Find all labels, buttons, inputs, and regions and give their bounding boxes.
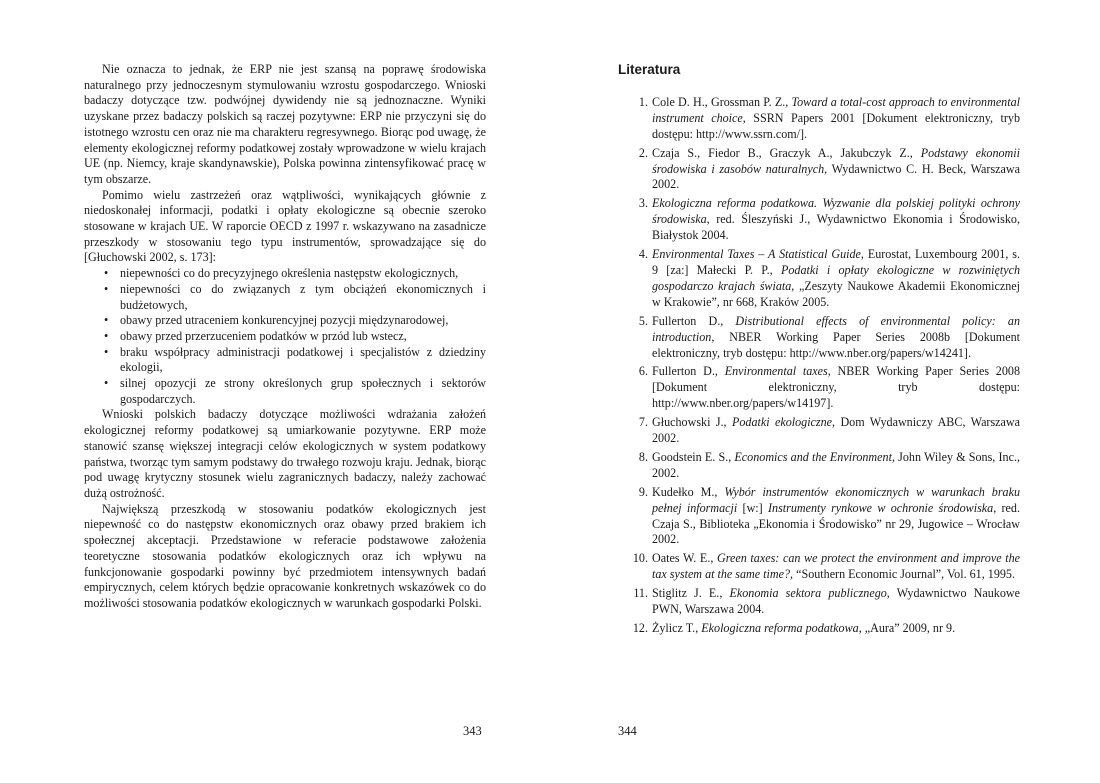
references-column	[618, 62, 1020, 640]
reference-title: Podatki ekologiczne	[731, 415, 833, 430]
reference-subtitle: Instrumenty rynkowe w ochronie środowiska	[768, 500, 994, 515]
bullet-item: • braku współpracy administracji podatkowej i specjalistów z dziedziny ekologii,	[84, 345, 486, 376]
reference-details: , Wydawnictwo C. H. Beck, Warszawa 2002.	[652, 161, 1020, 192]
page-number: 343	[463, 724, 482, 738]
reference-details: , John Wiley & Sons, Inc., 2002.	[652, 449, 1020, 480]
reference-item	[618, 551, 1020, 583]
reference-text	[652, 247, 1020, 311]
reference-title: Ekologiczna reforma podatkowa. Wyzwanie dla polskiej polityki ochrony środowiska	[652, 196, 1020, 227]
bullet-list	[84, 266, 486, 407]
reference-details-extra: , red. Czaja S., Biblioteka „Ekonomia i Środowisko” nr 29, Jugowice – Wrocław 2002.	[652, 500, 1020, 547]
reference-item	[618, 450, 1020, 482]
reference-details: , Dom Wydawniczy ABC, Warszawa 2002.	[652, 415, 1021, 446]
reference-title: Green taxes: can we protect the environment and improve the tax system at the same time?	[652, 551, 1021, 582]
reference-details: , red. Śleszyński J., Wydawnictwo Ekonomia i Środowisko, Białystok 2004.	[652, 212, 1020, 243]
reference-details: , Wydawnictwo Naukowe PWN, Warszawa 2004.	[652, 586, 1020, 617]
reference-text	[652, 95, 1020, 143]
reference-number: 9.	[638, 484, 648, 499]
reference-number: 11.	[633, 586, 648, 601]
reference-title: Environmental Taxes – A Statistical Guide	[652, 247, 861, 262]
reference-details: , “Southern Economic Journal”, Vol. 61, 1995.	[790, 567, 1015, 582]
reference-title: Toward a total-cost approach to environmental instrument choice	[652, 94, 1020, 125]
reference-list	[618, 95, 1020, 637]
reference-text	[652, 146, 1020, 194]
reference-item	[618, 247, 1020, 311]
reference-number: 1.	[638, 94, 648, 109]
reference-item	[618, 364, 1020, 412]
reference-details: , „Aura” 2009, nr 9.	[858, 621, 956, 635]
reference-item	[618, 415, 1020, 447]
reference-title: Economics and the Environment	[734, 449, 892, 464]
reference-title: Ekonomia sektora publicznego	[729, 586, 887, 601]
reference-number: 4.	[638, 247, 648, 262]
reference-title: Distributional effects of environmental policy: an introduction	[652, 313, 1020, 344]
reference-number: 2.	[638, 145, 648, 160]
reference-subtitle: Podatki i opłaty ekologiczne w rozwiniętych gospodarczo krajach świata	[652, 262, 1021, 293]
reference-details: , NBER Working Paper Series 2008 [Dokument elektroniczny, tryb dostępu: http://www.nber.org/papers/w14197].	[652, 364, 1020, 411]
paragraph: Pomimo wielu zastrzeżeń oraz wątpliwości, wynikających głównie z niedoskonałej informacji, podatki i opłaty ekologiczne są obecnie szeroko stosowane w krajach UE. W raporcie OECD z 1997 r. wskazywano na zasadnicze przeszkody w stosowaniu tego typu instrumentów, sprowadzające się do [Głuchowski 2002, s. 173]:	[84, 187, 486, 265]
reference-authors: Oates W. E.,	[652, 551, 718, 566]
bullet-item: • obawy przed utraceniem konkurencyjnej pozycji międzynarodowej,	[84, 313, 486, 329]
reference-title: Ekologiczna reforma podatkowa	[701, 621, 859, 635]
paragraph: Wnioski polskich badaczy dotyczące możliwości wdrażania założeń ekologicznej reformy podatkowej są umiarkowanie pozytywne. ERP może stanowić szansę większej integracji celów ekologicznych w system podatkowy państwa, tworząc tym samym podstawy do trwałego rozwoju kraju. Jednak, biorąc pod uwagę krytyczny stosunek wielu zagranicznych badaczy, należy zachować dużą ostrożność.	[84, 407, 486, 500]
page-number: 344	[618, 724, 637, 738]
reference-title: Environmental taxes	[724, 364, 828, 379]
reference-text	[652, 450, 1020, 482]
reference-title: Podstawy ekonomii środowiska i zasobów naturalnych	[652, 145, 1020, 176]
bullet-item: • obawy przed przerzuceniem podatków w przód lub wstecz,	[84, 329, 486, 345]
bullet-item: • silnej opozycji ze strony określonych grup społecznych i sektorów gospodarczych.	[84, 376, 486, 407]
reference-authors: Żylicz T.,	[652, 621, 702, 635]
reference-item	[618, 621, 1020, 637]
reference-details: , NBER Working Paper Series 2008b [Dokument elektroniczny, tryb dostępu: http://www.nber.org/papers/w14241].	[652, 329, 1020, 360]
bullet-item: • niepewności co do związanych z tym obciążeń ekonomicznych i budżetowych,	[84, 282, 486, 313]
reference-details-extra: , „Zeszyty Naukowe Akademii Ekonomicznej w Krakowie”, nr 668, Kraków 2005.	[652, 278, 1020, 309]
reference-title: Wybór instrumentów ekonomicznych w warunkach braku pełnej informacji	[652, 484, 1020, 515]
reference-item	[618, 95, 1020, 143]
reference-details: [w:]	[737, 500, 768, 515]
reference-text	[652, 415, 1020, 447]
left-text-column	[84, 62, 486, 612]
reference-details: , SSRN Papers 2001 [Dokument elektroniczny, tryb dostępu: http://www.ssrn.com/].	[652, 110, 1020, 141]
reference-number: 10.	[632, 551, 648, 566]
reference-text	[652, 196, 1020, 244]
reference-authors: Goodstein E. S.,	[652, 449, 735, 464]
reference-number: 3.	[638, 196, 648, 211]
reference-number: 8.	[638, 449, 648, 464]
reference-text	[652, 621, 1020, 637]
reference-authors: Cole D. H., Grossman P. Z.,	[652, 94, 792, 109]
reference-item	[618, 586, 1020, 618]
reference-authors: Głuchowski J.,	[652, 415, 732, 430]
reference-text	[652, 485, 1020, 549]
reference-text	[652, 586, 1020, 618]
reference-number: 5.	[638, 313, 648, 328]
reference-item	[618, 146, 1020, 194]
right-page	[550, 0, 1100, 783]
reference-text	[652, 364, 1020, 412]
references-heading: Literatura	[618, 62, 681, 77]
reference-authors: Fullerton D.,	[652, 364, 725, 379]
reference-number: 7.	[638, 415, 648, 430]
reference-number: 12.	[632, 621, 648, 635]
reference-text	[652, 314, 1020, 362]
paragraph: Nie oznacza to jednak, że ERP nie jest szansą na poprawę środowiska naturalnego przy jednoczesnym stymulowaniu wzrostu gospodarczego. Wnioski badaczy dotyczące tzw. podwójnej dywidendy nie są jednoznaczne. Wyniki uzyskane przez badaczy polskich są raczej pozytywne: ERP nie przyczyni się do istotnego wzrostu cen oraz nie ma charakteru regresywnego. Biorąc pod uwagę, że elementy ekologicznej reformy podatkowej zostały wprowadzone w wielu krajach UE (np. Niemcy, kraje skandynawskie), Polska powinna zintensyfikować pracę w tym obszarze.	[84, 62, 486, 186]
reference-item	[618, 196, 1020, 244]
reference-authors: Czaja S., Fiedor B., Graczyk A., Jakubczyk Z.,	[652, 145, 921, 160]
reference-text	[652, 551, 1020, 583]
reference-item	[618, 314, 1020, 362]
reference-authors: Stiglitz J. E.,	[652, 586, 730, 601]
reference-item	[618, 485, 1020, 549]
reference-number: 6.	[638, 364, 648, 379]
paragraph: Największą przeszkodą w stosowaniu podatków ekologicznych jest niepewność co do następstw ekonomicznych oraz obawy przed brakiem ich społecznej akceptacji. Przedstawione w referacie podstawowe założenia teoretyczne stosowania podatków ekologicznych oraz ich wpływu na funkcjonowanie gospodarki powinny być przedmiotem intensywnych badań empirycznych, celem których będzie opracowanie konkretnych wskazówek co do możliwości stosowania podatków ekologicznych w warunkach gospodarki Polski.	[84, 501, 486, 610]
reference-authors: Fullerton D.,	[652, 313, 736, 328]
reference-authors: Kudełko M.,	[652, 484, 725, 499]
bullet-item: • niepewności co do precyzyjnego określenia następstw ekologicznych,	[84, 266, 486, 282]
reference-details: , Eurostat, Luxembourg 2001, s. 9 [za:] Małecki P. P.,	[652, 247, 1021, 277]
